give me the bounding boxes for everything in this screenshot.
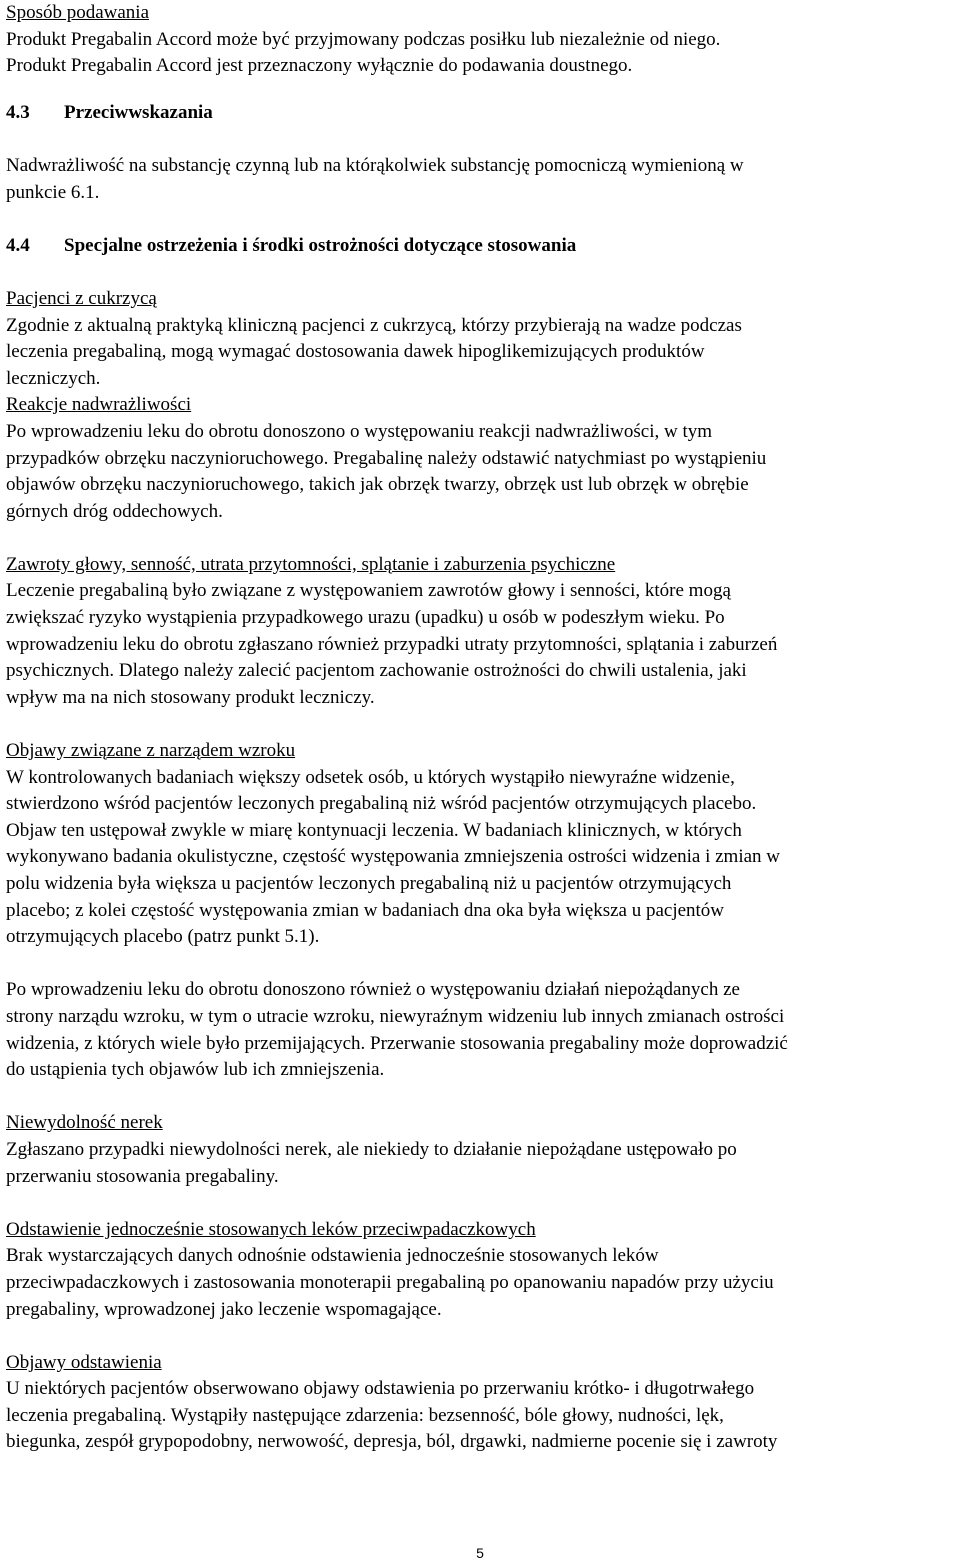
paragraph-line: U niektórych pacjentów obserwowano objawy odstawienia po przerwaniu krótko- i długotrwałego <box>6 1378 755 1400</box>
subsection-wzrok <box>6 738 956 1084</box>
paragraph-line: Produkt Pregabalin Accord jest przeznaczony wyłącznie do podawania doustnego. <box>6 55 633 77</box>
subheading: Reakcje nadwrażliwości <box>6 394 192 416</box>
section-heading <box>6 233 956 260</box>
paragraph-line: strony narządu wzroku, w tym o utracie wzroku, niewyraźnym widzeniu lub innych zmianach ostrości <box>6 1005 785 1027</box>
paragraph-line: Brak wystarczających danych odnośnie odstawienia jednocześnie stosowanych leków <box>6 1245 659 1267</box>
subheading: Pacjenci z cukrzycą <box>6 287 157 309</box>
paragraph-line: widzenia, z których wiele było przemijających. Przerwanie stosowania pregabaliny może doprowadzić <box>6 1032 788 1054</box>
section-number: 4.4 <box>6 234 30 256</box>
paragraph-line: Po wprowadzeniu leku do obrotu donoszono o występowaniu reakcji nadwrażliwości, w tym <box>6 420 713 442</box>
paragraph-line: przerwaniu stosowania pregabaliny. <box>6 1165 279 1187</box>
paragraph-line: Produkt Pregabalin Accord może być przyjmowany podczas posiłku lub niezależnie od niego. <box>6 28 721 50</box>
section-heading <box>6 100 956 127</box>
paragraph-line: polu widzenia była większa u pacjentów leczonych pregabaliną niż u pacjentów otrzymujących <box>6 873 732 894</box>
paragraph-line: pregabaliny, wprowadzonej jako leczenie wspomagające. <box>6 1298 442 1320</box>
section-title: Przeciwwskazania <box>64 101 213 123</box>
subheading: Objawy odstawienia <box>6 1351 162 1373</box>
paragraph-line: psychicznych. Dlatego należy zalecić pacjentom zachowanie ostrożności do chwili ustalenia, jaki <box>6 660 747 682</box>
subheading: Niewydolność nerek <box>6 1112 163 1134</box>
paragraph-line: leczenia pregabaliną. Wystąpiły następujące zdarzenia: bezsenność, bóle głowy, nudności, lęk, <box>6 1404 724 1426</box>
subheading: Sposób podawania <box>6 2 150 23</box>
section-number: 4.3 <box>6 101 30 123</box>
paragraph-line: otrzymujących placebo (patrz punkt 5.1). <box>6 926 320 948</box>
document-page <box>6 0 956 1456</box>
paragraph-line: przypadków obrzęku naczynioruchowego. Pregabalinę należy odstawić natychmiast po wystąpieniu <box>6 447 767 469</box>
subsection-nadwrazliwosc <box>6 392 956 525</box>
page-number: 5 <box>476 1545 484 1561</box>
paragraph-line: Nadwrażliwość na substancję czynną lub na którąkolwiek substancję pomocniczą wymienioną w <box>6 154 744 176</box>
paragraph-line: wprowadzeniu leku do obrotu zgłaszano również przypadki utraty przytomności, splątania i zaburzeń <box>6 633 778 655</box>
subheading: Objawy związane z narządem wzroku <box>6 740 296 762</box>
subheading: Zawroty głowy, senność, utrata przytomności, splątanie i zaburzenia psychiczne <box>6 553 616 575</box>
paragraph-line: stwierdzono wśród pacjentów leczonych pregabaliną niż wśród pacjentów otrzymujących placebo. <box>6 793 757 815</box>
subsection-nerki <box>6 1110 956 1190</box>
subsection-odstawienie-lekow <box>6 1217 956 1323</box>
paragraph-line: górnych dróg oddechowych. <box>6 500 223 522</box>
paragraph-line: przeciwpadaczkowych i zastosowania monoterapii pregabaliną po opanowaniu napadów przy użyciu <box>6 1271 774 1293</box>
paragraph-line: objawów obrzęku naczynioruchowego, takich jak obrzęk twarzy, obrzęk ust lub obrzęk w obrębie <box>6 474 749 496</box>
section-4-3 <box>6 100 956 206</box>
subsection-zawroty <box>6 552 956 712</box>
paragraph-line: do ustąpienia tych objawów lub ich zmniejszenia. <box>6 1059 385 1081</box>
paragraph-line: leczenia pregabaliną, mogą wymagać dostosowania dawek hipoglikemizujących produktów <box>6 341 705 363</box>
subsection-objawy-odstawienia <box>6 1350 956 1456</box>
paragraph-line: Po wprowadzeniu leku do obrotu donoszono również o występowaniu działań niepożądanych ze <box>6 979 740 1001</box>
paragraph-line: Zgłaszano przypadki niewydolności nerek, ale niekiedy to działanie niepożądane ustępowało po <box>6 1138 737 1160</box>
section-title: Specjalne ostrzeżenia i środki ostrożności dotyczące stosowania <box>64 234 577 256</box>
paragraph-line: wpływ ma na nich stosowany produkt leczniczy. <box>6 686 375 708</box>
section-sposob-podawania <box>6 0 956 80</box>
subheading: Odstawienie jednocześnie stosowanych leków przeciwpadaczkowych <box>6 1218 536 1240</box>
paragraph-line: leczniczych. <box>6 367 101 389</box>
paragraph-line: biegunka, zespół grypopodobny, nerwowość, depresja, ból, drgawki, nadmierne pocenie się i zawroty <box>6 1431 778 1453</box>
paragraph-line: Objaw ten ustępował zwykle w miarę kontynuacji leczenia. W badaniach klinicznych, w których <box>6 819 742 841</box>
paragraph-line: wykonywano badania okulistyczne, częstość występowania zmniejszenia ostrości widzenia i zmian w <box>6 846 781 868</box>
paragraph-line: Zgodnie z aktualną praktyką kliniczną pacjenci z cukrzycą, którzy przybierają na wadze podczas <box>6 314 742 336</box>
paragraph-line: Leczenie pregabaliną było związane z występowaniem zawrotów głowy i senności, które mogą <box>6 580 731 602</box>
section-4-4 <box>6 233 956 260</box>
paragraph-line: zwiększać ryzyko wystąpienia przypadkowego urazu (upadku) u osób w podeszłym wieku. Po <box>6 607 725 629</box>
paragraph-line: W kontrolowanych badaniach większy odsetek osób, u których wystąpiło niewyraźne widzenie, <box>6 766 735 788</box>
subsection-cukrzyca <box>6 286 956 392</box>
paragraph-line: punkcie 6.1. <box>6 181 100 203</box>
paragraph-line: placebo; z kolei częstość występowania zmian w badaniach dna oka była większa u pacjentów <box>6 899 725 921</box>
